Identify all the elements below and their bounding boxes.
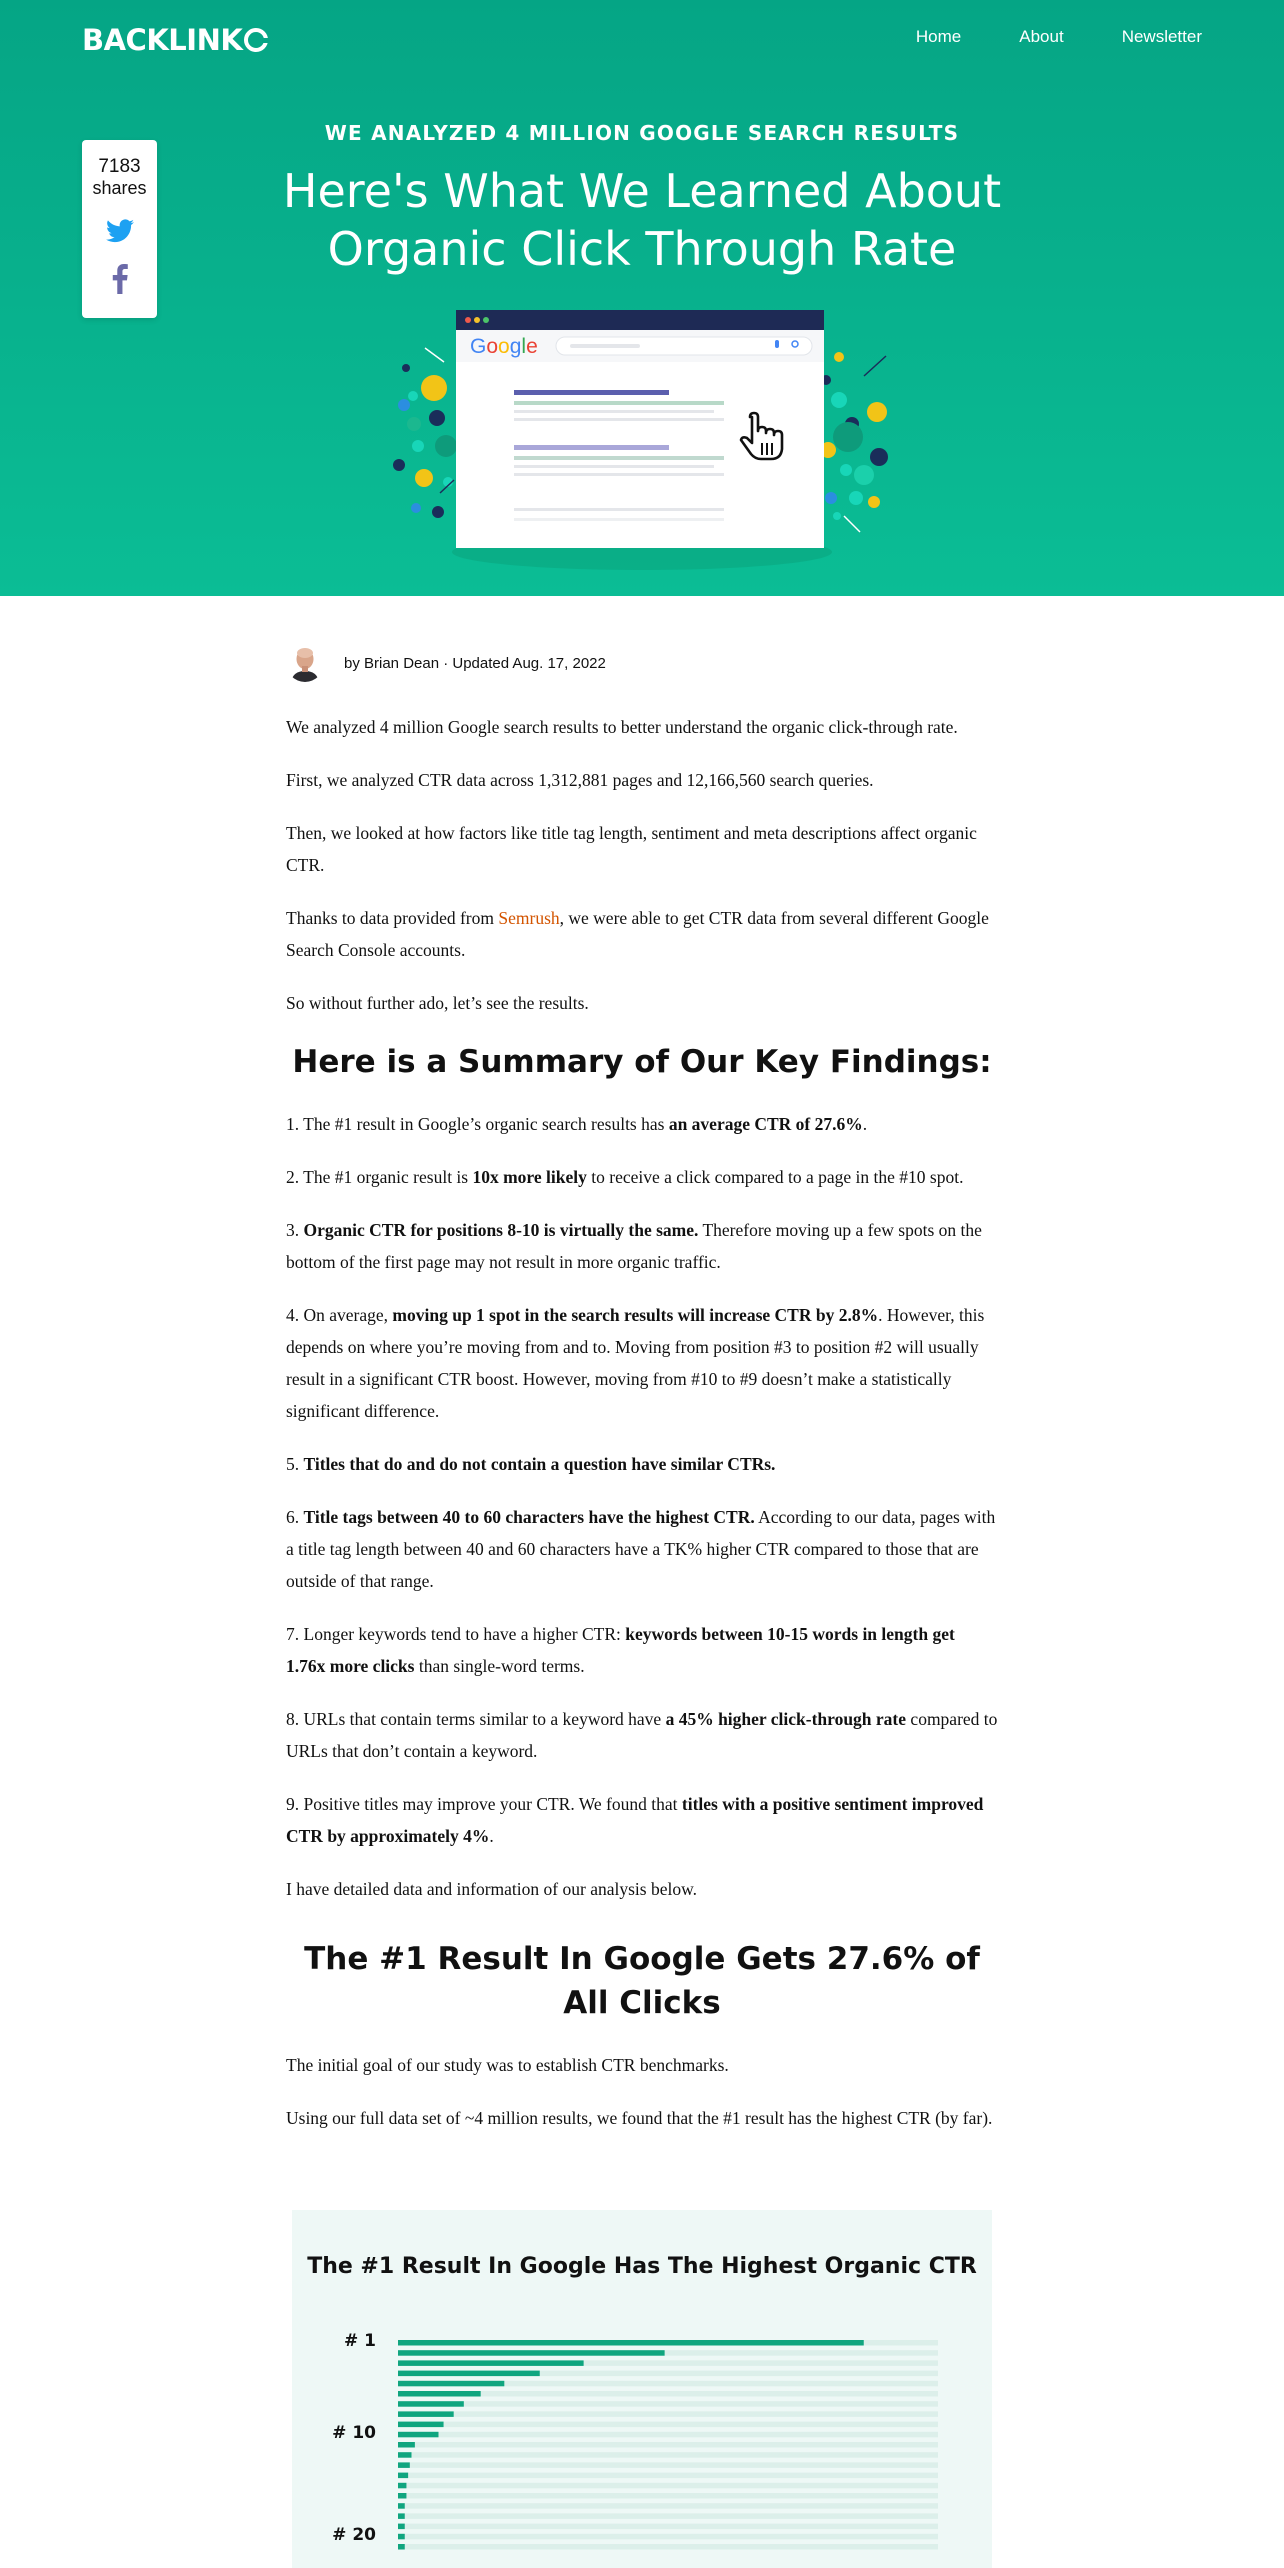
finding-bold: an average CTR of 27.6% (668, 1114, 863, 1134)
bar-position-18 (398, 2513, 405, 2519)
author-avatar[interactable] (286, 644, 324, 682)
bar-position-21 (398, 2544, 405, 2550)
finding-text: 3. (286, 1220, 304, 1240)
bar-track (398, 2503, 938, 2509)
finding-item (286, 1299, 998, 1427)
bar-position-1 (398, 2340, 864, 2346)
bar-track (398, 2473, 938, 2479)
bar-track (398, 2411, 938, 2417)
article-body (286, 711, 998, 2155)
bar-track (398, 2534, 938, 2540)
logo-o-icon (244, 28, 268, 52)
finding-text: . However, this depends on where you’re moving from and to. Moving from position #3 to position #2 will usually result in a significant CTR boost. However, moving from #10 to #9 doesn’t make a statistically significant difference. (286, 1305, 985, 1421)
finding-item (286, 1788, 998, 1852)
bar-position-19 (398, 2524, 405, 2530)
byline (286, 640, 606, 686)
main-nav (858, 27, 1202, 47)
finding-text: 2. The #1 organic result is (286, 1167, 473, 1187)
bar-position-15 (398, 2483, 406, 2489)
finding-bold: Titles that do and do not contain a question have similar CTRs. (303, 1454, 776, 1474)
tick-label: # 20 (332, 2524, 376, 2545)
bar-position-20 (398, 2534, 405, 2540)
intro-paragraph: Then, we looked at how factors like title tag length, sentiment and meta descriptions affect organic CTR. (286, 823, 977, 875)
finding-bold: Title tags between 40 to 60 characters have the highest CTR. (303, 1507, 755, 1527)
chart-title: The #1 Result In Google Has The Highest Organic CTR (307, 2254, 977, 2279)
bar-position-10 (398, 2432, 439, 2438)
section-paragraph: Using our full data set of ~4 million results, we found that the #1 result has the highest CTR (by far). (286, 2108, 993, 2128)
google-logo: Google (470, 335, 538, 358)
bar-position-12 (398, 2452, 412, 2458)
intro-paragraph: We analyzed 4 million Google search results to better understand the organic click-through rate. (286, 717, 958, 737)
intro-paragraph: First, we analyzed CTR data across 1,312,881 pages and 12,166,560 search queries. (286, 770, 874, 790)
tick-label: # 10 (332, 2422, 376, 2443)
bar-track (398, 2422, 938, 2428)
finding-text: than single-word terms. (414, 1656, 585, 1676)
twitter-icon[interactable] (106, 218, 134, 244)
nav-newsletter[interactable]: Newsletter (1121, 27, 1202, 46)
serp-illustration (380, 300, 900, 580)
finding-bold: titles with a positive sentiment improved CTR by approximately 4% (286, 1794, 984, 1846)
detail-note: I have detailed data and information of our analysis below. (286, 1879, 697, 1899)
bar-track (398, 2493, 938, 2499)
bar-position-6 (398, 2391, 481, 2397)
finding-text: 6. (286, 1507, 304, 1527)
bar-track (398, 2544, 938, 2550)
finding-item (286, 1108, 998, 1140)
intro-paragraph: So without further ado, let’s see the results. (286, 993, 589, 1013)
bar-position-11 (398, 2442, 415, 2448)
bar-position-16 (398, 2493, 406, 2499)
finding-text: 4. On average, (286, 1305, 393, 1325)
hero-banner (0, 0, 1284, 596)
finding-text: 7. Longer keywords tend to have a higher CTR: (286, 1624, 626, 1644)
site-logo[interactable] (82, 22, 268, 58)
bar-position-13 (398, 2462, 410, 2468)
finding-item (286, 1448, 998, 1480)
finding-bold: a 45% higher click-through rate (665, 1709, 907, 1729)
bar-position-7 (398, 2401, 464, 2407)
finding-text: to receive a click compared to a page in the #10 spot. (586, 1167, 964, 1187)
section-paragraph: The initial goal of our study was to establish CTR benchmarks. (286, 2055, 729, 2075)
finding-bold: keywords between 10-15 words in length get 1.76x more clicks (286, 1624, 955, 1676)
finding-item (286, 1214, 998, 1278)
bar-position-3 (398, 2360, 584, 2366)
summary-heading: Here is a Summary of Our Key Findings: (292, 1044, 992, 1080)
finding-text: According to our data, pages with a title tag length between 40 and 60 characters have a TK% higher CTR compared to those that are outside of that range. (286, 1507, 996, 1591)
finding-text: . (489, 1826, 494, 1846)
bar-track (398, 2452, 938, 2458)
finding-item (286, 1161, 998, 1193)
bar-position-5 (398, 2381, 504, 2387)
bar-track (398, 2524, 938, 2530)
finding-text: compared to URLs that don’t contain a keyword. (286, 1709, 998, 1761)
tick-label: # 1 (344, 2331, 376, 2351)
bar-track (398, 2442, 938, 2448)
ctr-chart (292, 2210, 992, 2568)
bar-track (398, 2513, 938, 2519)
finding-text: 5. (286, 1454, 304, 1474)
finding-bold: Organic CTR for positions 8-10 is virtually the same. (303, 1220, 699, 1240)
thanks-text: Thanks to data provided from (286, 908, 499, 928)
bar-track (398, 2462, 938, 2468)
bar-position-9 (398, 2422, 444, 2428)
logo-text: BACKLINK (82, 23, 243, 57)
finding-text: . (862, 1114, 868, 1134)
nav-home[interactable]: Home (915, 27, 962, 46)
thanks-paragraph (286, 902, 998, 966)
bar-position-14 (398, 2473, 408, 2479)
finding-item (286, 1501, 998, 1597)
hero-eyebrow: WE ANALYZED 4 MILLION GOOGLE SEARCH RESULTS (324, 121, 960, 145)
finding-text: Therefore moving up a few spots on the bottom of the first page may not result in more organic traffic. (286, 1220, 982, 1272)
nav-about[interactable]: About (1019, 27, 1064, 46)
page-title: Here's What We Learned About Organic Click Through Rate (282, 164, 1002, 276)
finding-text: 9. Positive titles may improve your CTR. We found that (286, 1794, 682, 1814)
bar-track (398, 2401, 938, 2407)
facebook-icon[interactable] (110, 264, 130, 294)
finding-text: 1. The #1 result in Google’s organic search results has (286, 1114, 669, 1134)
chart-plot (292, 2210, 992, 2568)
bar-position-2 (398, 2350, 665, 2356)
byline-text: by Brian Dean · Updated Aug. 17, 2022 (344, 654, 606, 672)
finding-item (286, 1703, 998, 1767)
decor-dots-left (393, 348, 457, 518)
share-label: shares (92, 178, 147, 198)
bar-position-8 (398, 2411, 454, 2417)
finding-item (286, 1618, 998, 1682)
bar-track (398, 2483, 938, 2489)
finding-bold: moving up 1 spot in the search results will increase CTR by 2.8% (392, 1305, 879, 1325)
finding-bold: 10x more likely (472, 1167, 587, 1187)
decor-dots-right (820, 352, 888, 532)
bar-position-17 (398, 2503, 405, 2509)
section-heading: The #1 Result In Google Gets 27.6% of All Clicks (304, 1941, 980, 2021)
semrush-link[interactable]: Semrush (498, 908, 560, 928)
finding-text: 8. URLs that contain terms similar to a keyword have (286, 1709, 666, 1729)
thanks-text: , we were able to get CTR data from several different Google Search Console accounts. (286, 908, 989, 960)
bar-track (398, 2432, 938, 2438)
bar-position-4 (398, 2371, 540, 2377)
share-box (82, 140, 157, 318)
share-count: 7183 (98, 156, 141, 177)
